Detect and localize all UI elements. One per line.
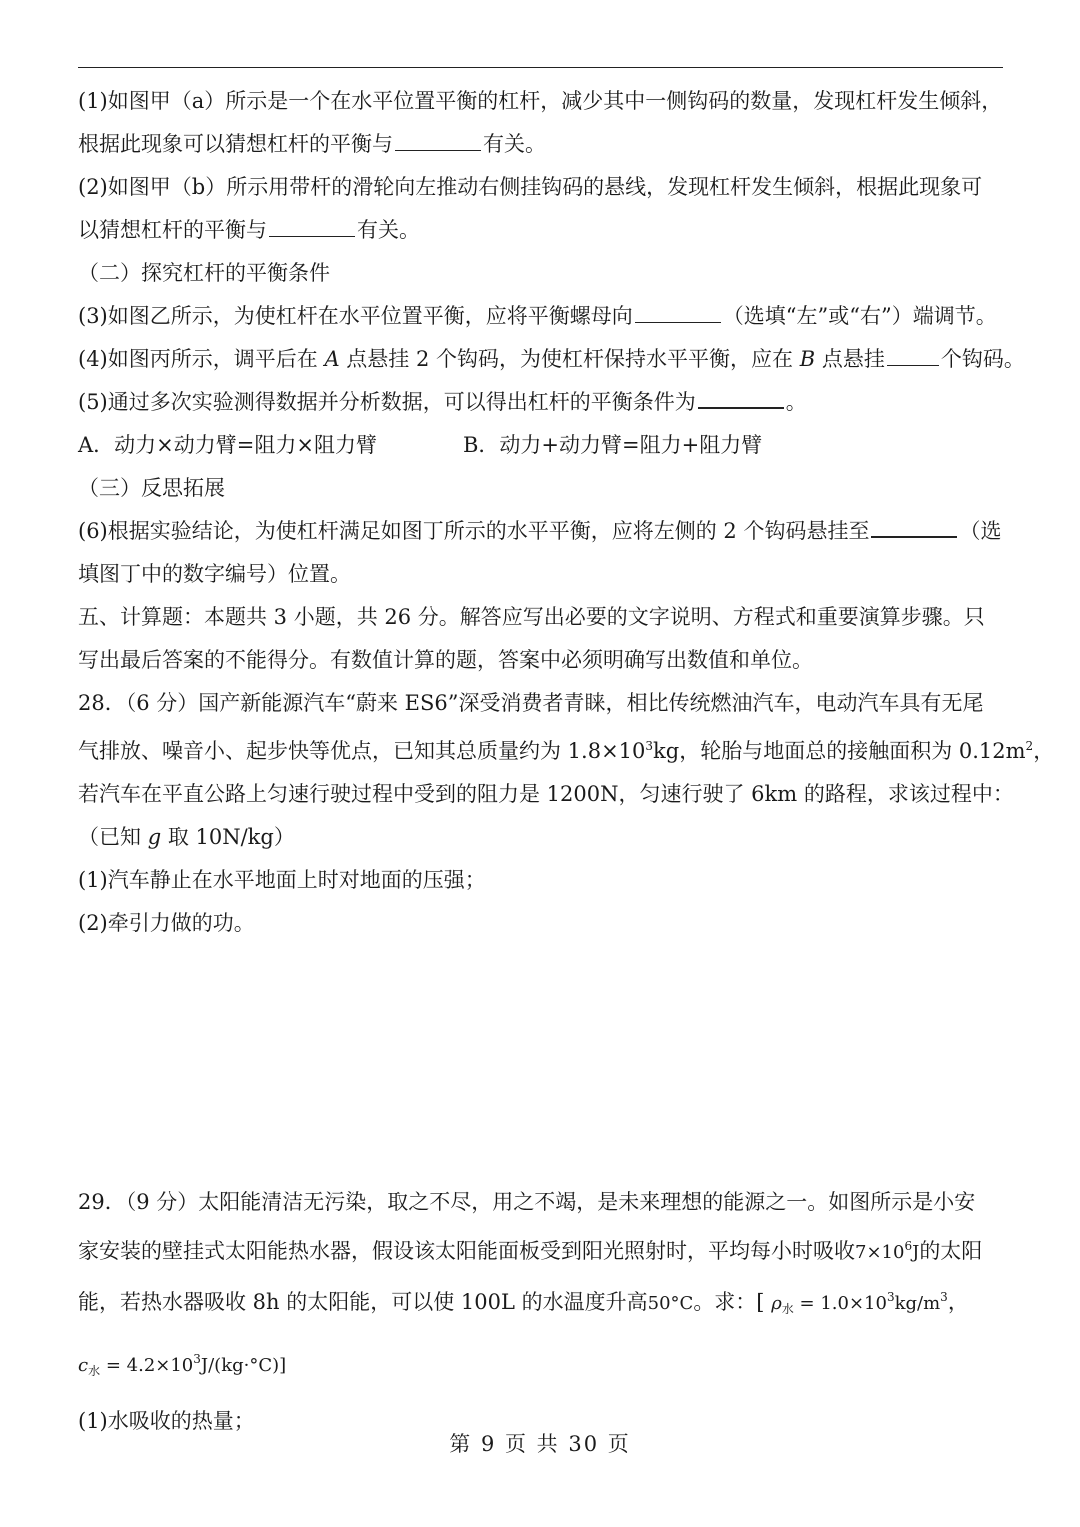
q29-line3: 能，若热水器吸收 8h 的太阳能，可以使 100L 的水温度升高50°C。求：[ $\rho_水 = 1.0\times 10^3kg/m^3$，	[78, 1290, 969, 1316]
page-number: 第 9 页 共 30 页	[449, 1432, 631, 1456]
q28-line2: 气排放、噪音小、起步快等优点，已知其总质量约为 $1.8\times 10^3kg$，轮胎与地面总的接触面积为 $0.12m^2$，	[78, 739, 1055, 763]
answer-blank-6[interactable]	[871, 514, 957, 538]
q28-line4: （已知 g 取 10N/kg）	[78, 825, 295, 849]
q28-line3: 若汽车在平直公路上匀速行驶过程中受到的阻力是 1200N，匀速行驶了 6km 的路程，求该过程中：	[78, 782, 1014, 806]
question-27-continued	[78, 80, 1055, 945]
q28-sub1: (1)汽车静止在水平地面上时对地面的压强；	[78, 868, 486, 892]
option-a[interactable]: A．动力×动力臂=阻力×阻力臂	[78, 433, 377, 457]
q29-sub1: (1)水吸收的热量；	[78, 1409, 255, 1433]
q27-part2-line2: 以猜想杠杆的平衡与 有关。	[78, 209, 1003, 252]
q27-part2-line1: (2)如图甲（b）所示用带杆的滑轮向左推动右侧挂钩码的悬线，发现杠杆发生倾斜，根据此现象可	[78, 175, 983, 199]
energy-per-hour-formula: $7\times 10^6J$	[855, 1239, 920, 1263]
q27-part5: (5)通过多次实验测得数据并分析数据，可以得出杠杆的平衡条件为 。	[78, 381, 1003, 424]
q29-line4	[78, 1331, 1003, 1399]
answer-blank-5[interactable]	[698, 385, 784, 409]
q28-sub2: (2)牵引力做的功。	[78, 911, 255, 935]
question-29	[78, 1180, 1003, 1443]
q27-part1-line2: 根据此现象可以猜想杠杆的平衡与 有关。	[78, 123, 1003, 166]
q27-part4: (4)如图丙所示，调平后在 A 点悬挂 2 个钩码，为使杠杆保持水平平衡，应在 B 点悬挂 个钩码。	[78, 338, 1003, 381]
rho-formula: $\rho_水 = 1.0\times 10^3kg/m^3$	[771, 1290, 948, 1316]
q27-options	[78, 424, 1003, 467]
header-rule	[78, 67, 1003, 68]
section5-instructions-line1: 五、计算题：本题共 3 小题，共 26 分。解答应写出必要的文字说明、方程式和重要演算步骤。只	[78, 605, 985, 629]
section-heading-3: （三）反思拓展	[78, 476, 225, 500]
q27-part3: (3)如图乙所示，为使杠杆在水平位置平衡，应将平衡螺母向 （选填“左”或“右”）端调节。	[78, 295, 1003, 338]
answer-blank-4[interactable]	[887, 343, 939, 366]
q29-line2: 家安装的壁挂式太阳能热水器，假设该太阳能面板受到阳光照射时，平均每小时吸收$7\times 10^6J$的太阳	[78, 1239, 983, 1263]
answer-blank-1[interactable]	[395, 128, 481, 151]
section5-instructions-line2: 写出最后答案的不能得分。有数值计算的题，答案中必须明确写出数值和单位。	[78, 648, 813, 672]
answer-blank-3[interactable]	[635, 300, 721, 323]
q28-line1: 28．（6 分）国产新能源汽车“蔚来 ES6”深受消费者青睐，相比传统燃油汽车，电动汽车具有无尾	[78, 691, 984, 715]
q27-part1-line1: (1)如图甲（a）所示是一个在水平位置平衡的杠杆，减少其中一侧钩码的数量，发现杠杆发生倾斜，	[78, 89, 1003, 113]
q29-line1: 29．（9 分）太阳能清洁无污染，取之不尽，用之不竭，是未来理想的能源之一。如图所示是小安	[78, 1190, 976, 1214]
option-b[interactable]: B．动力+动力臂=阻力+阻力臂	[463, 433, 763, 457]
c-formula: $c_水 = 4.2\times 10^3J/(kg\cdot^\circ C)$]	[78, 1352, 287, 1378]
q27-part6-line2: 填图丁中的数字编号）位置。	[78, 562, 351, 586]
q27-part6-line1: (6)根据实验结论，为使杠杆满足如图丁所示的水平平衡，应将左侧的 2 个钩码悬挂至 （选	[78, 510, 1003, 553]
section-heading-2: （二）探究杠杆的平衡条件	[78, 261, 330, 285]
answer-blank-2[interactable]	[269, 214, 355, 237]
